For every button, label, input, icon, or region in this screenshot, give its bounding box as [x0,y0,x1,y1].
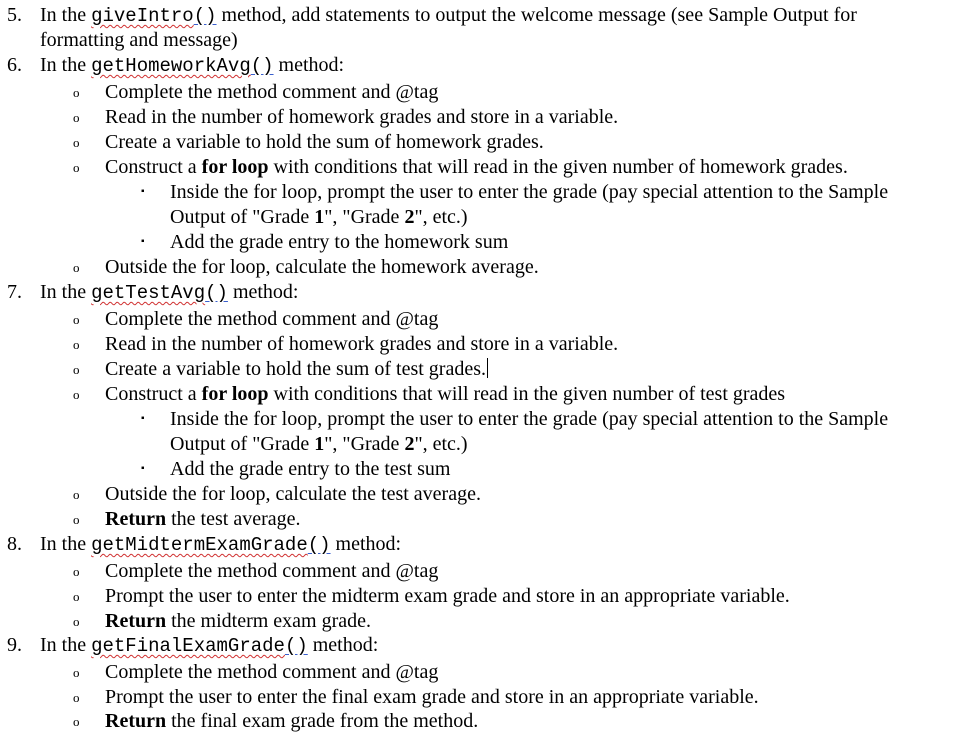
item-number: 7. [7,281,22,303]
item-number: 5. [7,4,22,26]
bullet-icon: o [73,135,80,150]
item-heading: In the getTestAvg() method: [40,281,299,304]
bullet-icon: o [73,714,80,729]
square-bullet-icon: ▪ [141,236,145,247]
item-heading: In the giveIntro() method, add statements to output the welcome message (see Sample Output for [40,4,857,27]
bullet-icon: o [73,337,80,352]
item-number: 6. [7,54,22,76]
item-heading: In the getHomeworkAvg() method: [40,54,345,77]
item-number: 8. [7,533,22,555]
item-heading: In the getMidtermExamGrade() method: [40,533,402,556]
method-name: getMidtermExamGrade [91,534,308,556]
bullet-icon: o [73,85,80,100]
bullet-icon: o [73,614,80,629]
method-name: giveIntro [91,5,194,27]
square-bullet-icon: ▪ [141,413,145,424]
bullet-icon: o [73,387,80,402]
bullet-icon: o [73,260,80,275]
bullet-icon: o [73,312,80,327]
text-cursor [487,358,488,378]
bullet-icon: o [73,362,80,377]
bullet-icon: o [73,160,80,175]
item-number: 9. [7,634,22,656]
square-bullet-icon: ▪ [141,463,145,474]
bullet-icon: o [73,690,80,705]
method-name: getTestAvg [91,282,206,304]
bullet-icon: o [73,589,80,604]
bullet-icon: o [73,564,80,579]
bullet-icon: o [73,665,80,680]
item-heading: In the getFinalExamGrade() method: [40,634,379,657]
method-name: getFinalExamGrade [91,635,285,657]
method-name: getHomeworkAvg [91,55,251,77]
bullet-icon: o [73,512,80,527]
bullet-icon: o [73,110,80,125]
bullet-icon: o [73,487,80,502]
square-bullet-icon: ▪ [141,186,145,197]
